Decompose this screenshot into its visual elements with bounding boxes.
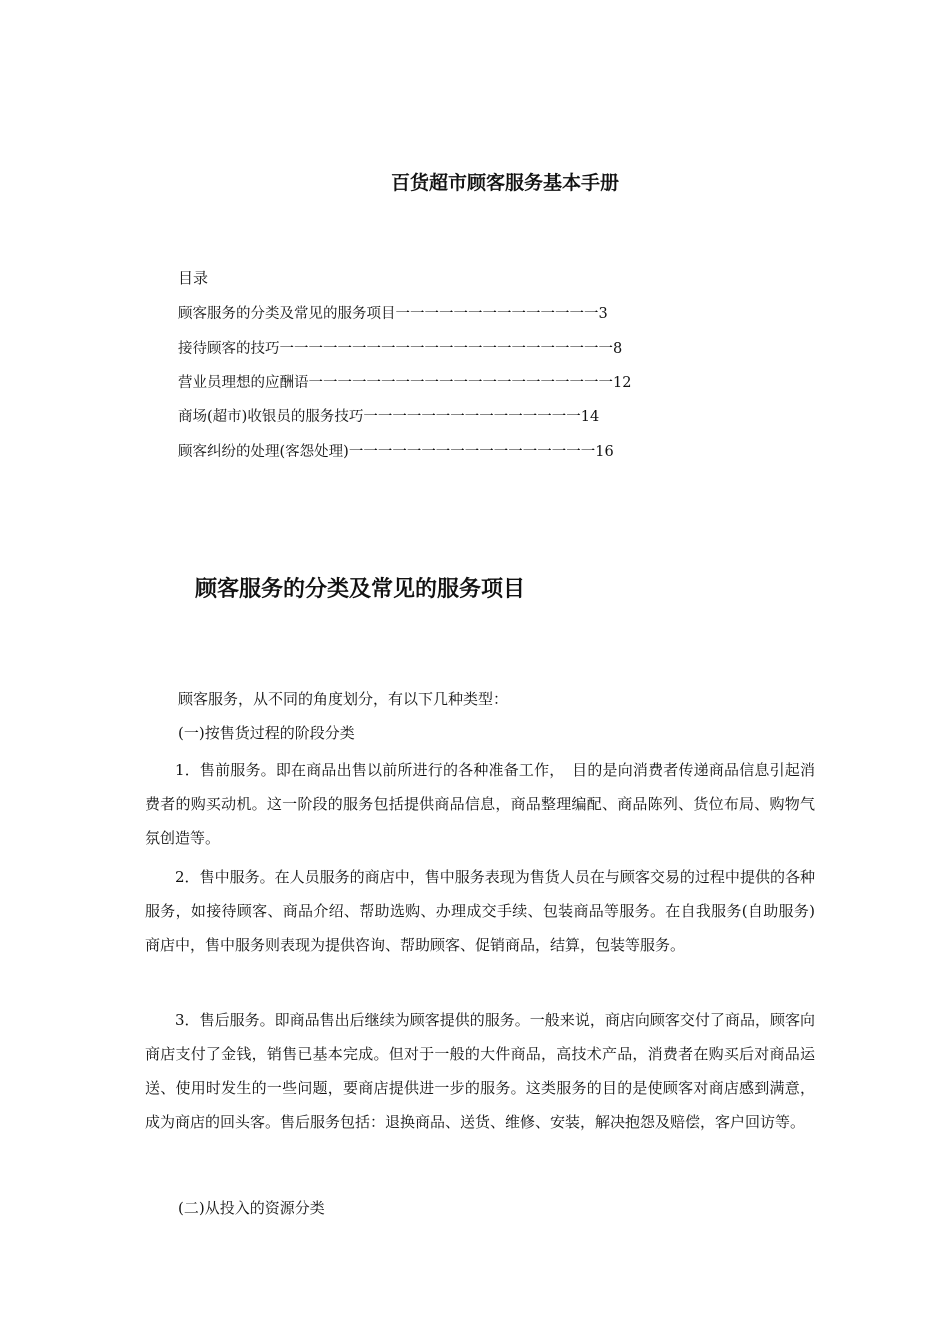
- toc-entry[interactable]: 接待顾客的技巧一一一一一一一一一一一一一一一一一一一一一一一8: [178, 341, 623, 357]
- paragraph-pre-sale: 1．售前服务。即在商品出售以前所进行的各种准备工作， 目的是向消费者传递商品信息引起消费者的购买动机。这一阶段的服务包括提供商品信息，商品整理编配、商品陈列、货位布局、购物气氛创造等。: [145, 761, 815, 847]
- toc-entry[interactable]: 顾客服务的分类及常见的服务项目一一一一一一一一一一一一一一3: [178, 306, 608, 322]
- toc-entry[interactable]: 营业员理想的应酬语一一一一一一一一一一一一一一一一一一一一一12: [178, 375, 632, 391]
- paragraph-intro: 顾客服务，从不同的角度划分，有以下几种类型：: [178, 690, 509, 708]
- category-heading: (一)按售货过程的阶段分类: [178, 724, 355, 742]
- toc-label: 目录: [178, 269, 209, 287]
- document-title: 百货超市顾客服务基本手册: [390, 172, 619, 194]
- toc-entry[interactable]: 商场(超市)收银员的服务技巧一一一一一一一一一一一一一一一14: [178, 409, 600, 425]
- section-heading: 顾客服务的分类及常见的服务项目: [195, 577, 526, 602]
- category-heading: (二)从投入的资源分类: [178, 1199, 325, 1217]
- paragraph-in-sale: 2．售中服务。在人员服务的商店中，售中服务表现为售货人员在与顾客交易的过程中提供的各种服务，如接待顾客、商品介绍、帮助选购、办理成交手续、包装商品等服务。在自我服务(自助服务)商店中，售中服务则表现为提供咨询、帮助顾客、促销商品，结算，包装等服务。: [145, 868, 815, 954]
- toc-entry[interactable]: 顾客纠纷的处理(客怨处理)一一一一一一一一一一一一一一一一一16: [178, 444, 614, 460]
- paragraph-after-sale: 3．售后服务。即商品售出后继续为顾客提供的服务。一般来说，商店向顾客交付了商品，顾客向商店支付了金钱，销售已基本完成。但对于一般的大件商品，高技术产品，消费者在购买后对商品运送、使用时发生的一些问题，要商店提供进一步的服务。这类服务的目的是使顾客对商店感到满意，成为商店的回头客。售后服务包括：退换商品、送货、维修、安装，解决抱怨及赔偿，客户回访等。: [145, 1011, 815, 1131]
